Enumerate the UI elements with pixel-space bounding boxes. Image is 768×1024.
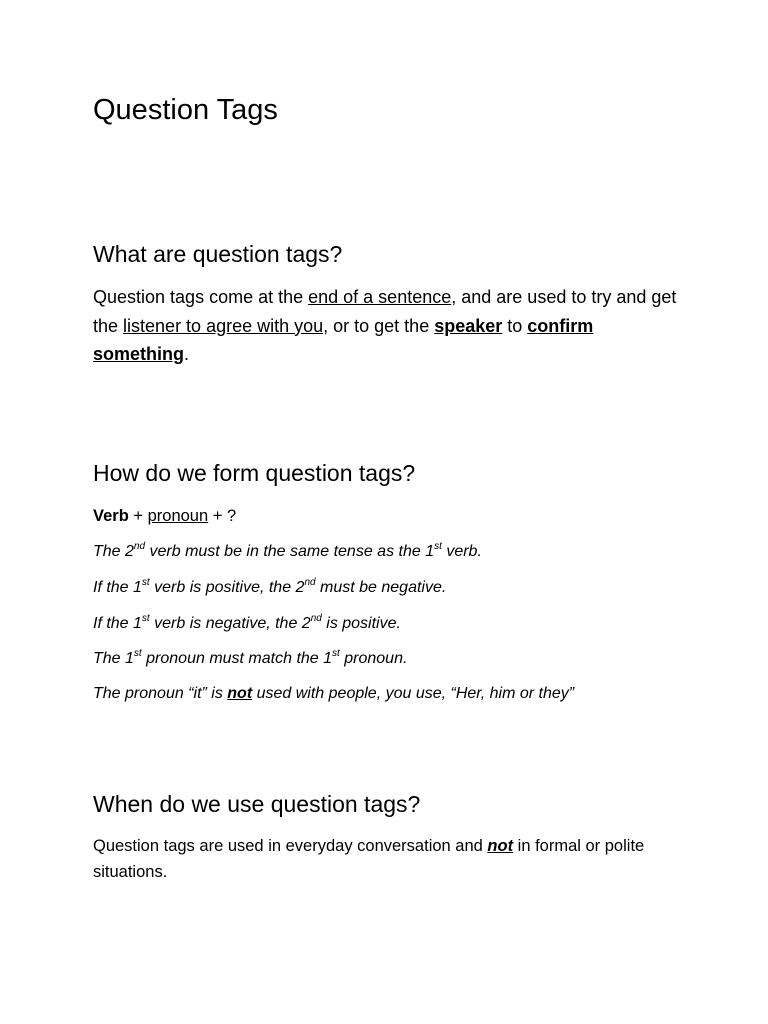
superscript: st bbox=[141, 577, 150, 588]
section-heading-what: What are question tags? bbox=[93, 241, 343, 267]
text-run: verb is positive, the 2 bbox=[149, 579, 305, 596]
text-run: verb is negative, the 2 bbox=[149, 615, 311, 632]
rule-line-2 bbox=[93, 576, 446, 600]
text-run: must be negative. bbox=[315, 579, 447, 596]
text-run: verb. bbox=[441, 543, 482, 560]
section-heading-how: How do we form question tags? bbox=[93, 460, 416, 486]
formula-verb: Verb bbox=[93, 507, 129, 525]
emphasis-not: not bbox=[487, 837, 514, 855]
text-run: is positive. bbox=[321, 615, 401, 632]
superscript: st bbox=[133, 648, 142, 659]
bold-underlined-phrase: speaker bbox=[434, 315, 503, 336]
text-run: . bbox=[184, 344, 190, 364]
text-run: to bbox=[502, 315, 528, 336]
text-run: , or to get the bbox=[323, 315, 435, 336]
superscript: nd bbox=[310, 613, 322, 624]
text-run: If the 1 bbox=[93, 615, 142, 632]
text-run: If the 1 bbox=[93, 579, 142, 596]
text-run: The 2 bbox=[93, 543, 134, 560]
emphasis-not: not bbox=[227, 685, 253, 702]
text-run: in formal or polite situations. bbox=[93, 837, 645, 881]
section-heading-when: When do we use question tags? bbox=[93, 791, 421, 817]
rule-line-4 bbox=[93, 647, 407, 671]
bold-underlined-phrase: confirm something bbox=[93, 315, 594, 364]
text-run: Question tags are used in everyday conversation and bbox=[93, 837, 488, 855]
formula-plus: + bbox=[128, 507, 148, 525]
section-paragraph-what bbox=[93, 283, 693, 369]
section-paragraph-when bbox=[93, 833, 683, 885]
text-run: Question tags come at the bbox=[93, 287, 309, 307]
text-run: used with people, you use, “Her, him or they” bbox=[252, 685, 575, 702]
formula-plus: + ? bbox=[208, 507, 237, 525]
text-run: The 1 bbox=[93, 650, 134, 667]
text-run: verb must be in the same tense as the 1 bbox=[145, 543, 435, 560]
underlined-phrase: listener to agree with you bbox=[123, 315, 324, 336]
text-run: pronoun. bbox=[339, 650, 408, 667]
rule-line-3 bbox=[93, 612, 401, 636]
rule-line-5 bbox=[93, 682, 574, 706]
superscript: st bbox=[141, 613, 150, 624]
text-run: , and are used to try and get the bbox=[93, 287, 677, 336]
superscript: st bbox=[332, 648, 340, 659]
page-title: Question Tags bbox=[93, 94, 278, 126]
superscript: st bbox=[434, 541, 442, 552]
underlined-phrase: end of a sentence bbox=[308, 287, 452, 307]
rule-line-1 bbox=[93, 540, 482, 564]
formula-line bbox=[93, 503, 236, 529]
formula-pronoun: pronoun bbox=[147, 507, 209, 525]
text-run: The pronoun “it” is bbox=[93, 685, 228, 702]
superscript: nd bbox=[304, 577, 316, 588]
text-run: pronoun must match the 1 bbox=[141, 650, 333, 667]
superscript: nd bbox=[133, 541, 146, 552]
